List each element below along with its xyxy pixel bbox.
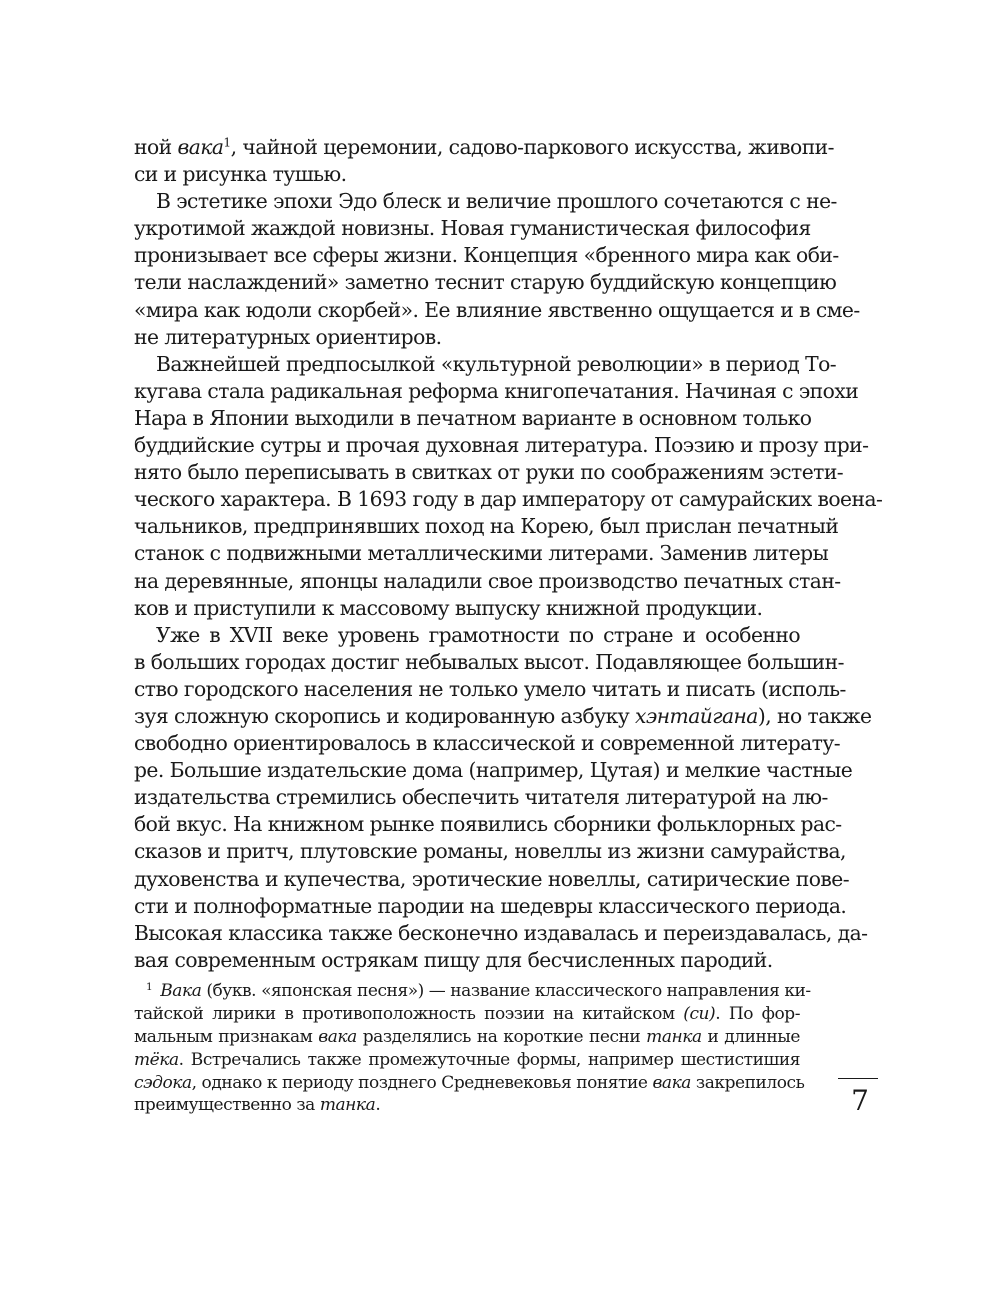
footnote-line-5: сэдока, однако к периоду позднего Средневековья понятие вака закрепилось xyxy=(134,1072,805,1093)
footnote-ref: 1 xyxy=(223,135,231,150)
text-line-4: укротимой жаждой новизны. Новая гуманистическая философия xyxy=(134,216,811,241)
footnote-line-4: тёка. Встречались также промежуточные формы, например шестистишия xyxy=(134,1049,800,1070)
text-line-22: зуя сложную скоропись и кодированную азбуку хэнтайгана), но также xyxy=(134,703,872,728)
text-line-24: ре. Большие издательские дома (например, Цутая) и мелкие частные xyxy=(134,758,853,783)
text-line-17: на деревянные, японцы наладили свое производство печатных стан- xyxy=(134,568,841,593)
text-line-3: В эстетике эпохи Эдо блеск и величие прошлого сочетаются с не- xyxy=(156,189,837,214)
text-line-29: сти и полноформатные пародии на шедевры классического периода. xyxy=(134,893,847,918)
page-number-rule xyxy=(838,1078,878,1079)
text-line-20: в больших городах достиг небывалых высот. Подавляющее большин- xyxy=(134,649,844,674)
text-line-8: не литературных ориентиров. xyxy=(134,324,442,349)
footnote xyxy=(134,980,811,1117)
text-line-13: нято было переписывать в свитках от руки по соображениям эстети- xyxy=(134,460,844,485)
text-line-26: бой вкус. На книжном рынке появились сборники фольклорных рас- xyxy=(134,812,842,837)
text-line-2: си и рисунка тушью. xyxy=(134,162,347,187)
text-line-25: издательства стремились обеспечить читателя литературой на лю- xyxy=(134,785,828,810)
text-line-11: Нара в Японии выходили в печатном варианте в основном только xyxy=(134,405,812,430)
text-line-19: Уже в XVII веке уровень грамотности по стране и особенно xyxy=(156,622,800,647)
text-line-16: станок с подвижными металлическими литерами. Заменив литеры xyxy=(134,541,829,566)
text-line-9: Важнейшей предпосылкой «культурной революции» в период То- xyxy=(156,351,837,376)
text-line-27: сказов и притч, плутовские романы, новеллы из жизни самурайства, xyxy=(134,839,846,864)
text-line-21: ство городского населения не только умело читать и писать (исполь- xyxy=(134,676,846,701)
text-line-15: чальников, предпринявших поход на Корею, был прислан печатный xyxy=(134,514,839,539)
text-line-18: ков и приступили к массовому выпуску книжной продукции. xyxy=(134,595,763,620)
text-line-10: кугава стала радикальная реформа книгопечатания. Начиная с эпохи xyxy=(134,378,859,403)
footnote-line-6: преимущественно за танка. xyxy=(134,1095,381,1116)
footnote-mark: 1 xyxy=(146,981,153,994)
text-line-28: духовенства и купечества, эротические новеллы, сатирические пове- xyxy=(134,866,850,891)
footnote-line-3: мальным признакам вака разделялись на короткие песни танка и длинные xyxy=(134,1026,800,1047)
text-line-1: ной вака$^1$, чайной церемонии, садово-паркового искусства, живопи- xyxy=(134,135,834,159)
text-line-5: пронизывает все сферы жизни. Концепция «бренного мира как оби- xyxy=(134,243,839,268)
text-line-12: буддийские сутры и прочая духовная литература. Поэзию и прозу при- xyxy=(134,433,869,458)
main-text xyxy=(134,134,883,974)
page-number: 7 xyxy=(851,1084,869,1117)
text-line-30: Высокая классика также бесконечно издавалась и переиздавалась, да- xyxy=(134,920,868,945)
text-line-31: вая современным острякам пищу для бесчисленных пародий. xyxy=(134,947,773,972)
text-line-6: тели наслаждений» заметно теснит старую буддийскую концепцию xyxy=(134,270,837,295)
text-line-7: «мира как юдоли скорбей». Ее влияние явственно ощущается и в сме- xyxy=(134,297,860,322)
text-line-14: ческого характера. В 1693 году в дар императору от самурайских воена- xyxy=(134,487,883,512)
text-line-23: свободно ориентировалось в классической и современной литерату- xyxy=(134,731,841,756)
footnote-line-2: тайской лирики в противоположность поэзии на китайском (си). По фор- xyxy=(134,1003,800,1024)
footnote-line-1: $^1$ Вака (букв. «японская песня») — название классического направления ки- xyxy=(146,981,811,1001)
